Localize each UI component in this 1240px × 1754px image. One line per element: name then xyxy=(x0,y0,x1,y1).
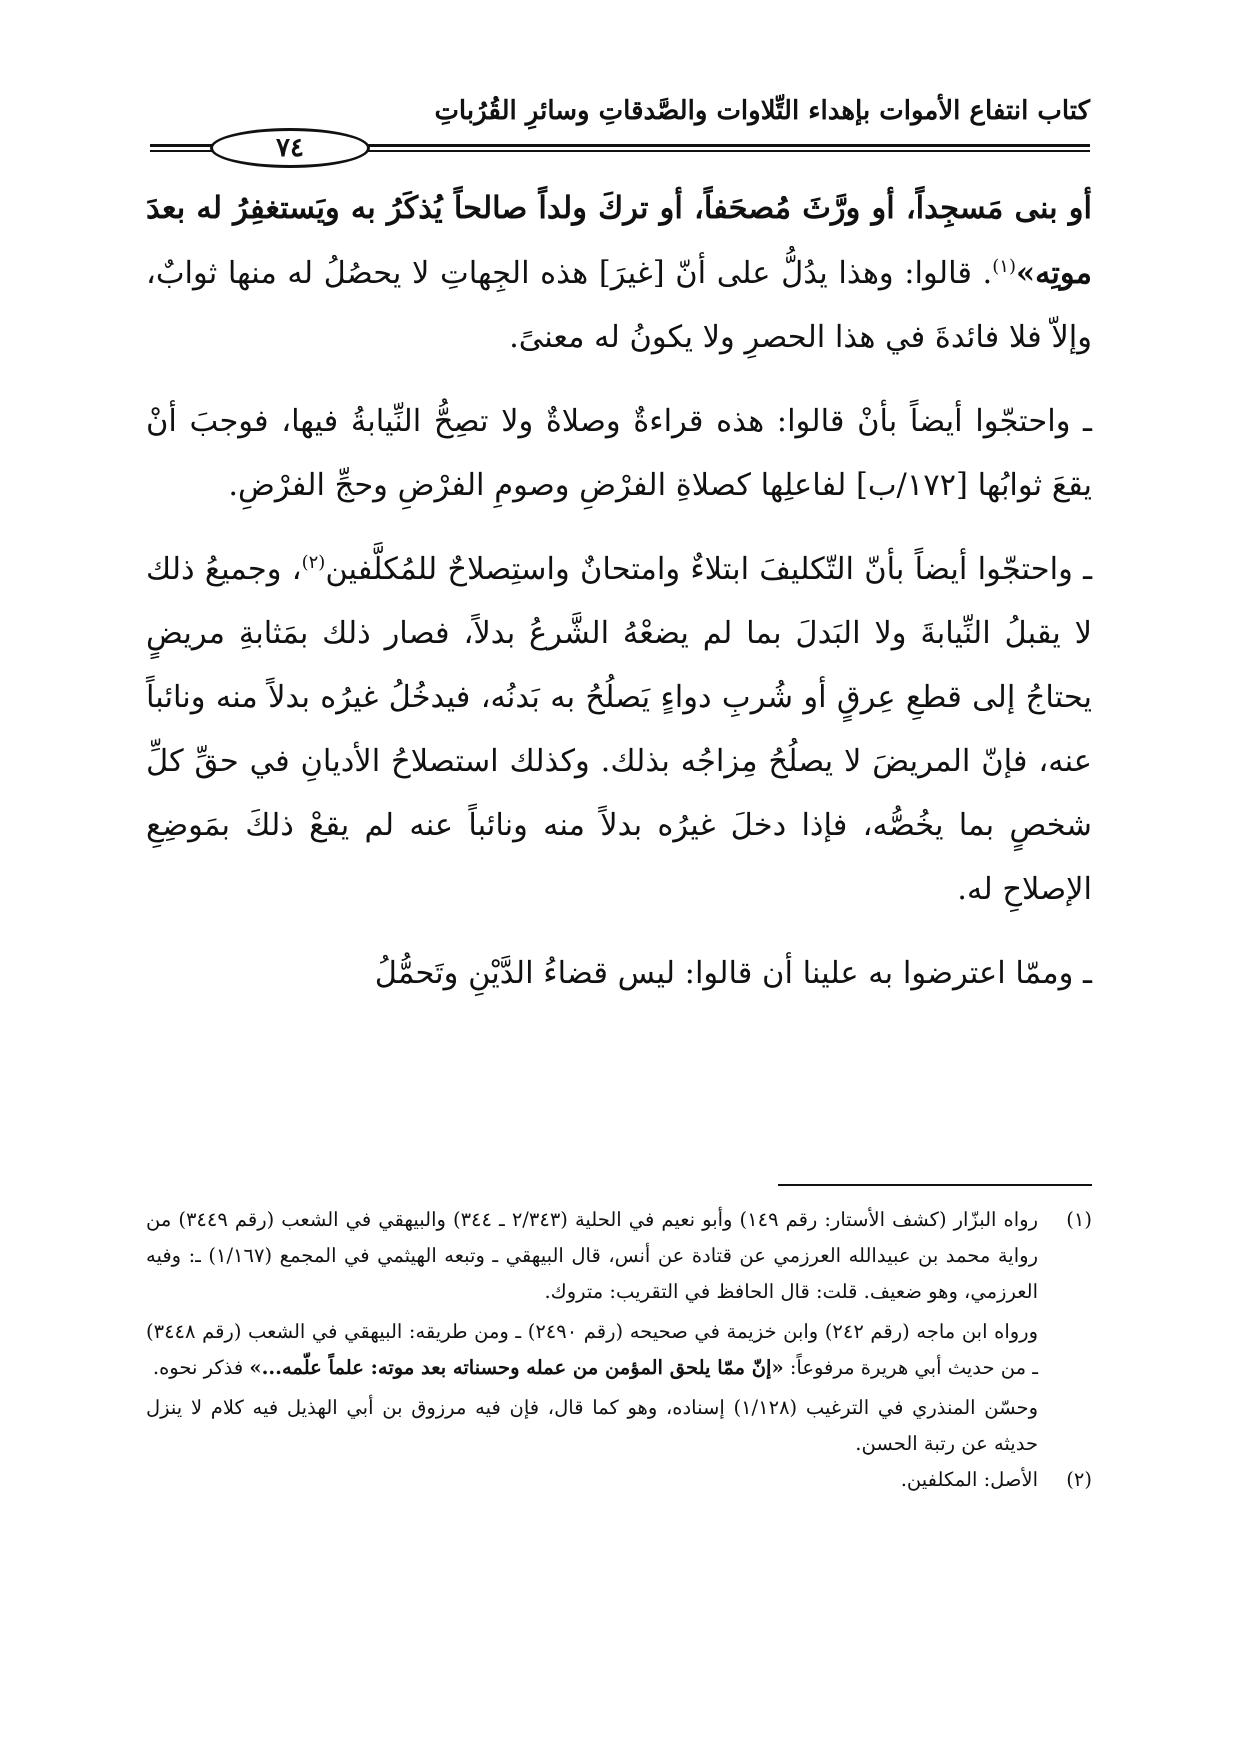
footnotes xyxy=(146,1202,1092,1498)
paragraph-3 xyxy=(146,538,1092,922)
footnote-1-cont1-hadith: «إنّ ممّا يلحق المؤمن من عمله وحسناته بعد موته: علماً علّمه...» xyxy=(249,1356,784,1379)
footnote-1-text: رواه البزّار (كشف الأستار: رقم ١٤٩) وأبو نعيم في الحلية (٢/٣٤٣ ـ ٣٤٤) والبيهقي في الشعب (رقم ٣٤٤٩) من رواية محمد بن عبيدالله العرزمي عن قتادة عن أنس، قال البيهقي ـ وتبعه الهيثمي في المجمع (١/١٦٧) ـ: وفيه العرزمي، وهو ضعيف. قلت: قال الحافظ في التقريب: متروك. xyxy=(146,1208,1038,1303)
footnote-separator xyxy=(778,1184,1092,1186)
footnote-1-number: (١) xyxy=(1066,1208,1092,1231)
footnote-1-continuation-1 xyxy=(146,1314,1092,1386)
footnote-1 xyxy=(146,1202,1092,1310)
header-title: كتاب انتفاع الأموات بإهداء التِّلاوات والصَّدقاتِ وسائرِ القُرُباتِ xyxy=(434,96,1090,126)
paragraph-4: ـ وممّا اعترضوا به علينا أن قالوا: ليس قضاءُ الدَّيْنِ وتَحمُّلُ xyxy=(374,956,1092,991)
footnote-1-continuation-2: وحسّن المنذري في الترغيب (١/١٢٨) إسناده، وهو كما قال، فإن فيه مرزوق بن أبي الهذيل فيه كلام لا ينزل حديثه عن رتبة الحسن. xyxy=(146,1396,1038,1455)
paragraph-1-rest: . قالوا: وهذا يدُلُّ على أنّ [غيرَ] هذه الجِهاتِ لا يحصُلُ له منها ثوابٌ، وإلاّ فلا فائدةَ في هذا الحصرِ ولا يكونُ له معنىً. xyxy=(146,256,1092,355)
paragraph-3-part1: ـ واحتجّوا أيضاً بأنّ التّكليفَ ابتلاءٌ وامتحانٌ واستِصلاحٌ للمُكلَّفين xyxy=(325,552,1093,587)
footnote-ref-2[interactable]: (٢) xyxy=(301,551,326,573)
paragraph-3-part2: ، وجميعُ ذلك لا يقبلُ النِّيابةَ ولا البَدلَ بما لم يضعْهُ الشَّرعُ بدلاً، فصار ذلك بمَثابةِ مريضٍ يحتاجُ إلى قطعِ عِرقٍ أو شُربِ دواءٍ يَصلُحُ به بَدنُه، فيدخُلُ غيرُه بدلاً منه ونائباً عنه، فإنّ المريضَ لا يصلُحُ مِزاجُه بذلك. وكذلك استصلاحُ الأديانِ في حقِّ كلِّ شخصٍ بما يخُصُّه، فإذا دخلَ غيرُه بدلاً منه ونائباً عنه لم يقعْ ذلكَ بمَوضِعِ الإصلاحِ له. xyxy=(146,552,1092,907)
paragraph-2: ـ واحتجّوا أيضاً بأنْ قالوا: هذه قراءةٌ وصلاةٌ ولا تصِحُّ النِّيابةُ فيها، فوجبَ أنْ يقعَ ثوابُها [١٧٢/ب] لفاعلِها كصلاةِ الفرْضِ وصومِ الفرْضِ وحجِّ الفرْضِ. xyxy=(146,404,1092,503)
page-number-badge xyxy=(210,128,370,168)
main-text xyxy=(146,176,1092,1006)
footnote-2-number: (٢) xyxy=(1066,1468,1092,1491)
page-number: ٧٤ xyxy=(276,133,304,163)
hadith-quote: أو بنى مَسجِداً، أو ورَّثَ مُصحَفاً، أو تركَ ولداً صالحاً يُذكَرُ به ويَستغفِرُ له بعدَ موتِه» xyxy=(146,190,1092,291)
running-header xyxy=(150,86,1090,166)
paragraph-1 xyxy=(146,176,1092,370)
footnote-1-cont1-tail: فذكر نحوه. xyxy=(152,1356,250,1379)
footnote-2 xyxy=(146,1462,1092,1498)
footnote-ref-1[interactable]: (١) xyxy=(992,255,1016,277)
footnote-2-text: الأصل: المكلفين. xyxy=(900,1468,1038,1491)
footnote-1-cont1-plain: ورواه ابن ماجه (رقم ٢٤٢) وابن خزيمة في صحيحه (رقم ٢٤٩٠) ـ ومن طريقه: البيهقي في الشعب (رقم ٣٤٤٨) ـ من حديث أبي هريرة مرفوعاً: xyxy=(146,1320,1038,1379)
